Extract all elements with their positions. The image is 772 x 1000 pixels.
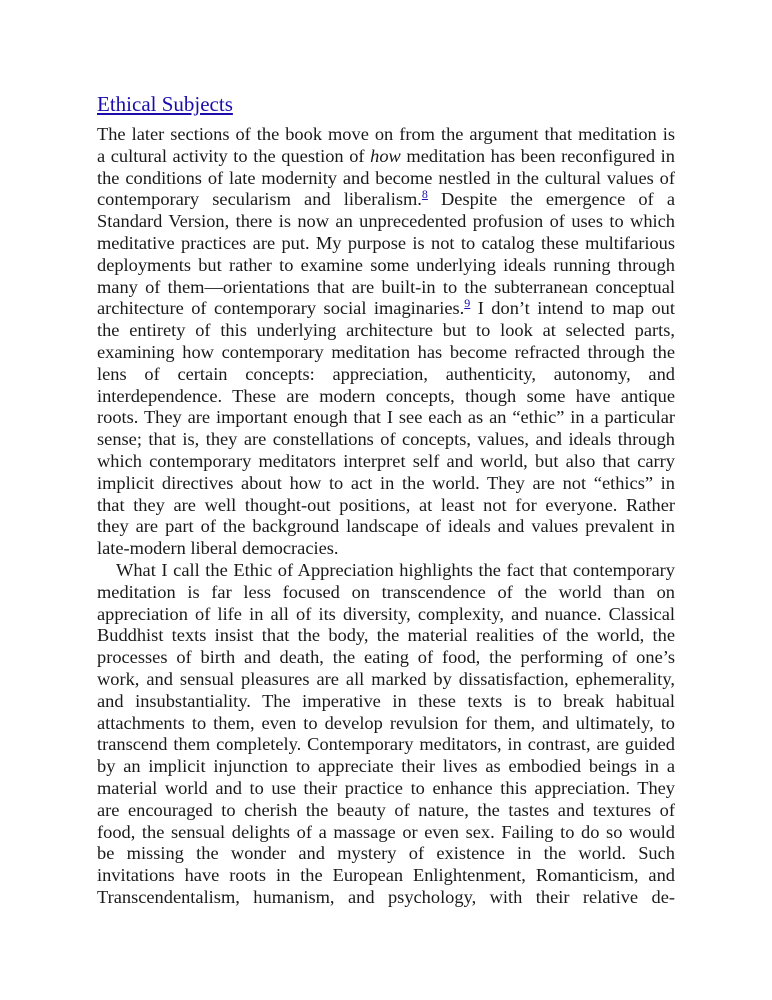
text-line: lens of certain concepts: appreciation, authenticity, autonomy, and [97,363,675,384]
text-line: attachments to them, even to develop revulsion for them, and ultimately, to [97,712,675,733]
text-line: Transcendentalism, humanism, and psychology, with their relative de- [97,886,675,907]
text-line: they are part of the background landscape of ideals and values prevalent in [97,516,675,537]
footnote-link-9[interactable]: 9 [464,296,471,311]
text-line: work, and sensual pleasures are all marked by dissatisfaction, ephemerality, [97,668,675,689]
text-line: implicit directives about how to act in the world. They are not “ethics” in [97,472,675,493]
text-line: material world and to use their practice to enhance this appreciation. They [97,777,675,798]
text-line: deployments but rather to examine some underlying ideals running through [97,254,675,275]
text-line: that they are well thought-out positions, at least not for everyone. Rather [97,494,675,515]
text-line: Standard Version, there is now an unprecedented profusion of uses to which [97,211,675,232]
text-line: meditative practices are put. My purpose is not to catalog these multifarious [97,232,675,253]
section-heading-link[interactable]: Ethical Subjects [97,92,233,116]
text-line: invitations have roots in the European Enlightenment, Romanticism, and [97,865,675,886]
text-line: late-modern liberal democracies. [97,538,339,559]
text-line: many of them—orientations that are built-in to the subterranean conceptual [97,276,675,297]
text-line: sense; that is, they are constellations of concepts, values, and ideals through [97,429,675,450]
text-line: interdependence. These are modern concepts, though some have antique [97,385,675,406]
text-line: What I call the Ethic of Appreciation highlights the fact that contemporary [116,559,675,580]
text-line: processes of birth and death, the eating of food, the performing of one’s [97,647,675,668]
emphasis-how: how [370,145,401,166]
text-line: contemporary secularism and liberalism.$^8$ Despite the emergence of a [97,187,675,210]
text-line: food, the sensual delights of a massage or even sex. Failing to do so would [97,821,675,842]
text-line: meditation is far less focused on transcendence of the world than on [97,581,675,602]
text-line: the entirety of this underlying architecture but to look at selected parts, [97,320,675,341]
text-line: a cultural activity to the question of how meditation has been reconfigured in [97,145,675,166]
text-line: be missing the wonder and mystery of existence in the world. Such [97,843,675,864]
text-line: and insubstantiality. The imperative in these texts is to break habitual [97,690,675,711]
text-line: The later sections of the book move on from the argument that meditation is [97,124,675,144]
text-line: transcend them completely. Contemporary meditators, in contrast, are guided [97,734,675,755]
text-line: the conditions of late modernity and become nestled in the cultural values of [97,167,675,188]
text-line: architecture of contemporary social imaginaries.$^9$ I don’t intend to map out [97,296,675,319]
text-line: Buddhist texts insist that the body, the material realities of the world, the [97,625,675,646]
footnote-link-8[interactable]: 8 [421,187,428,202]
text-line: which contemporary meditators interpret self and world, but also that carry [97,450,675,471]
text-line: are encouraged to cherish the beauty of nature, the tastes and textures of [97,799,675,820]
text-line: appreciation of life in all of its diversity, complexity, and nuance. Classical [97,603,675,624]
text-line: by an implicit injunction to appreciate their lives as embodied beings in a [97,756,675,777]
text-line: examining how contemporary meditation has become refracted through the [97,341,675,362]
body-text [97,124,675,909]
text-line: roots. They are important enough that I see each as an “ethic” in a particular [97,407,675,428]
